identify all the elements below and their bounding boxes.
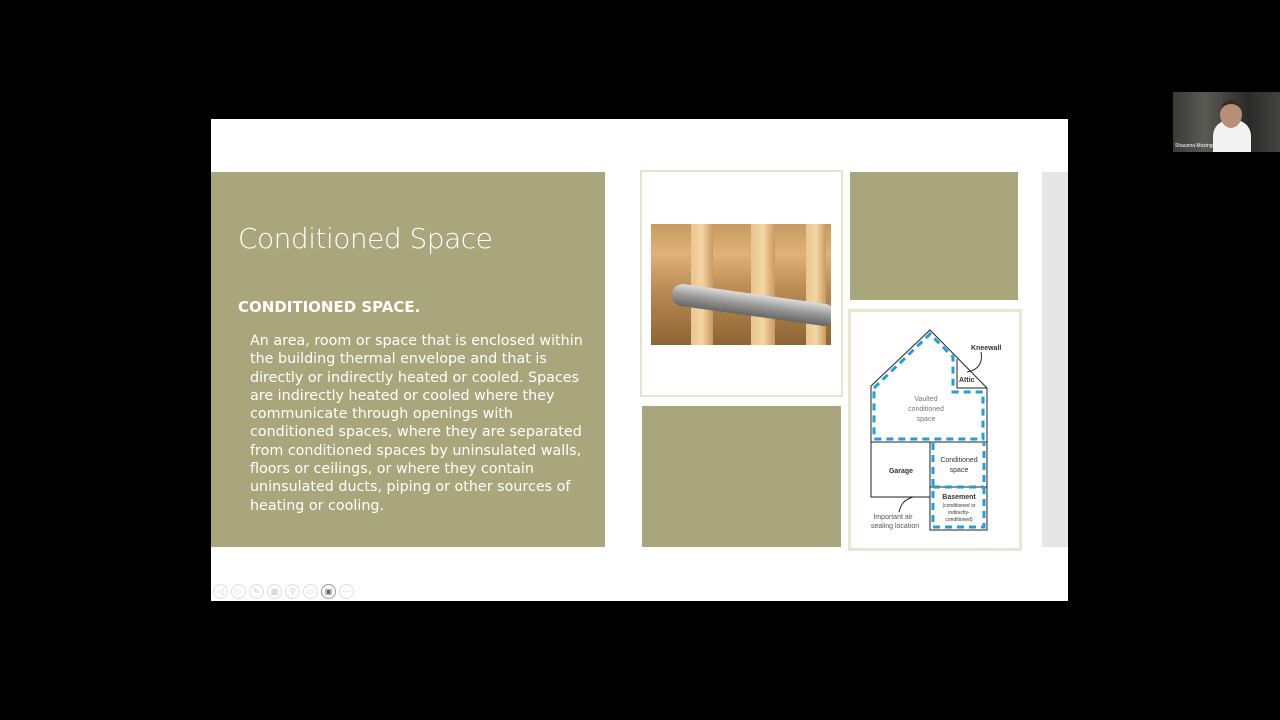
conditioned-label: space bbox=[949, 467, 969, 474]
vaulted-label: space bbox=[916, 416, 936, 423]
basement-note: (conditioned or bbox=[942, 503, 976, 509]
more-options-button[interactable]: ⋯ bbox=[339, 584, 354, 599]
text-panel bbox=[211, 172, 605, 547]
conditioned-space-diagram bbox=[848, 309, 1022, 551]
decorative-block bbox=[850, 172, 1018, 300]
zoom-button[interactable]: ⚲ bbox=[285, 584, 300, 599]
presenter-toolbar bbox=[213, 584, 354, 599]
subtitles-button[interactable]: ▭ bbox=[303, 584, 318, 599]
previous-slide-button[interactable]: ◁ bbox=[213, 584, 228, 599]
see-all-slides-button[interactable]: ▦ bbox=[267, 584, 282, 599]
next-slide-edge bbox=[1042, 172, 1068, 547]
vaulted-label: conditioned bbox=[908, 406, 944, 413]
participant-head bbox=[1220, 100, 1242, 128]
air-sealing-label: sealing location bbox=[870, 523, 920, 530]
ceiling-duct-photo bbox=[651, 224, 831, 345]
definition-text: An area, room or space that is enclosed within the building thermal envelope and that is directly or indirectly heated or cooled. Spaces are indirectly heated or cooled where they communicate through openings with conditioned spaces, where they are separated from conditioned spaces by uninsulated walls, floors or ceilings, or where they contain uninsulated ducts, piping or other sources of heating or cooling. bbox=[250, 333, 583, 514]
slide-title: Conditioned Space bbox=[238, 222, 493, 255]
kneewall-label: Kneewall bbox=[971, 345, 1002, 352]
basement-note: indirectly- bbox=[948, 510, 970, 516]
participant-video[interactable] bbox=[1173, 92, 1280, 152]
conditioned-label: Conditioned bbox=[940, 457, 978, 464]
basement-note: conditioned) bbox=[945, 517, 973, 523]
attic-label: Attic bbox=[959, 377, 975, 384]
air-sealing-label: Important air bbox=[873, 514, 913, 521]
garage-label: Garage bbox=[888, 468, 914, 475]
definition-heading: CONDITIONED SPACE. bbox=[238, 298, 421, 316]
vaulted-label: Vaulted bbox=[914, 396, 938, 403]
participant-name: Shaunna Mozingo bbox=[1175, 143, 1216, 149]
next-slide-button[interactable]: ▷ bbox=[231, 584, 246, 599]
decorative-block bbox=[642, 406, 841, 547]
basement-label: Basement bbox=[942, 494, 976, 501]
camera-button[interactable]: ▣ bbox=[321, 584, 336, 599]
pen-tool-button[interactable]: ✎ bbox=[249, 584, 264, 599]
